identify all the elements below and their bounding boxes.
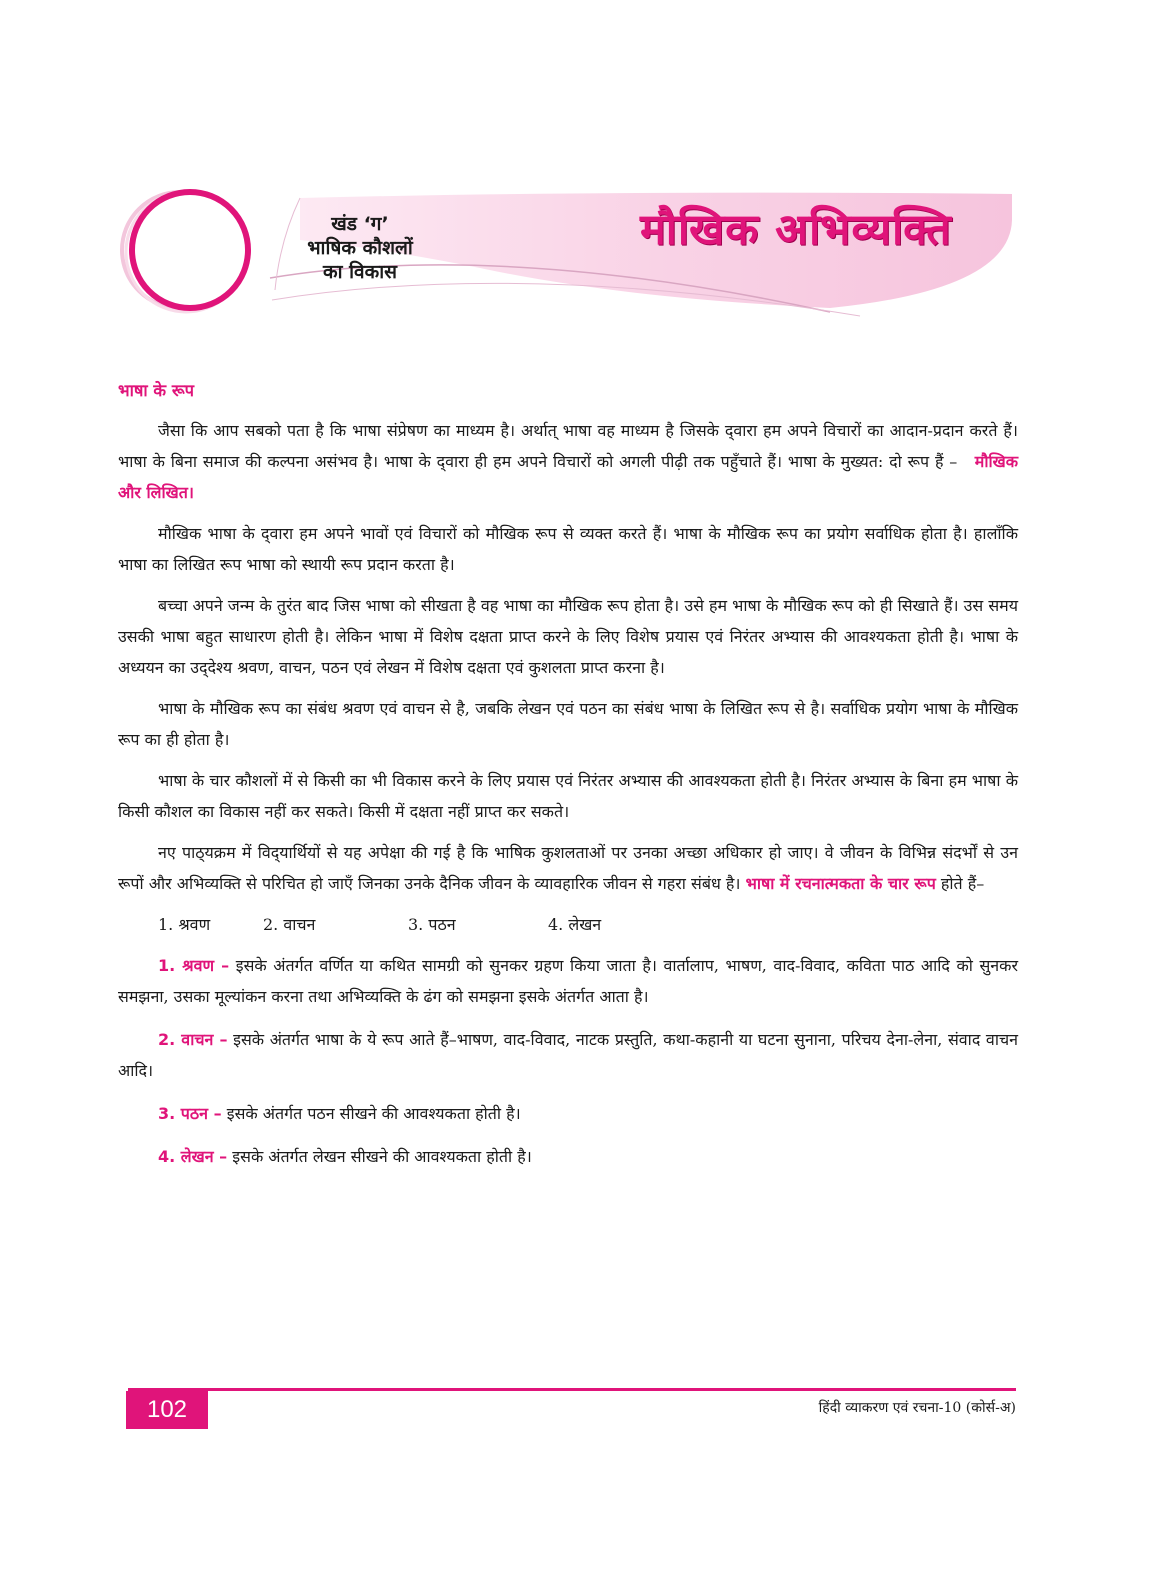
chapter-title: मौखिक अभिव्यक्ति bbox=[640, 205, 952, 255]
paragraph: भाषा के मौखिक रूप का संबंध श्रवण एवं वाचन से है, जबकि लेखन एवं पठन का संबंध भाषा के लिखित रूप से है। सर्वाधिक प्रयोग भाषा के मौखिक रूप का ही होता है। bbox=[118, 699, 1018, 749]
definition-text: इसके अंतर्गत लेखन सीखने की आवश्यकता होती है। bbox=[232, 1147, 532, 1166]
definition-text: इसके अंतर्गत पठन सीखने की आवश्यकता होती है। bbox=[226, 1104, 521, 1123]
subheading: भाषा के रूप bbox=[118, 381, 195, 400]
list-item: 1. श्रवण bbox=[158, 915, 211, 934]
section-line: का विकास bbox=[323, 261, 397, 283]
definition bbox=[118, 1141, 1018, 1172]
definition bbox=[118, 1024, 1018, 1086]
section-line: भाषिक कौशलों bbox=[307, 237, 413, 259]
circle-icon bbox=[132, 192, 248, 308]
section-line: खंड ‘ग’ bbox=[331, 213, 389, 235]
definition bbox=[118, 1098, 1018, 1129]
section-label bbox=[275, 212, 445, 284]
paragraph bbox=[118, 837, 1018, 899]
paragraph: मौखिक भाषा के द्‌वारा हम अपने भावों एवं विचारों को मौखिक रूप से व्यक्त करते हैं। भाषा के मौखिक रूप का प्रयोग सर्वाधिक होता है। हालाँकि भाषा का लिखित रूप भाषा को स्थायी रूप प्रदान करता है। bbox=[118, 524, 1018, 574]
definition-text: इसके अंतर्गत वर्णित या कथित सामग्री को सुनकर ग्रहण किया जाता है। वार्तालाप, भाषण, वाद-विवाद, कविता पाठ आदि को सुनकर समझना, उसका मूल्यांकन करना तथा अभिव्यक्ति के ढंग को समझना इसके अंतर्गत आता है। bbox=[118, 956, 1019, 1006]
footer-rule bbox=[128, 1388, 1016, 1391]
paragraph bbox=[118, 415, 1018, 508]
main-content bbox=[118, 378, 1018, 1184]
page-number: 102 bbox=[126, 1391, 208, 1429]
paragraph-text: होते हैं– bbox=[940, 874, 985, 893]
list-item: 4. लेखन bbox=[548, 915, 602, 934]
book-title: हिंदी व्याकरण एवं रचना-10 (कोर्स-अ) bbox=[818, 1400, 1016, 1416]
forms-list bbox=[158, 909, 1018, 940]
definition-term: 4. लेखन – bbox=[158, 1147, 228, 1166]
paragraph: भाषा के चार कौशलों में से किसी का भी विकास करने के लिए प्रयास एवं निरंतर अभ्यास की आवश्यकता होती है। निरंतर अभ्यास के बिना हम भाषा के किसी कौशल का विकास नहीं कर सकते। किसी में दक्षता नहीं प्राप्त कर सकते। bbox=[118, 771, 1018, 821]
chapter-header-banner bbox=[0, 180, 1152, 340]
highlight-text: मौखिक और लिखित। bbox=[118, 452, 1018, 502]
definition-term: 1. श्रवण – bbox=[158, 956, 230, 975]
list-item: 3. पठन bbox=[408, 915, 456, 934]
definition bbox=[118, 950, 1018, 1012]
list-item: 2. वाचन bbox=[263, 915, 316, 934]
paragraph: बच्चा अपने जन्म के तुरंत बाद जिस भाषा को सीखता है वह भाषा का मौखिक रूप होता है। उसे हम भाषा के मौखिक रूप को ही सिखाते हैं। उस समय उसकी भाषा बहुत साधारण होती है। लेकिन भाषा में विशेष दक्षता प्राप्त करने के लिए विशेष प्रयास एवं निरंतर अभ्यास की आवश्यकता होती है। भाषा के अध्ययन का उद्‌देश्य श्रवण, वाचन, पठन एवं लेखन में विशेष दक्षता एवं कुशलता प्राप्त करना है। bbox=[118, 596, 1018, 677]
paragraph-text: नए पाठ्‌यक्रम में विद्‌यार्थियों से यह अपेक्षा की गई है कि भाषिक कुशलताओं पर उनका अच्छा अधिकार हो जाए। वे जीवन के विभिन्न संदर्भों से उन रूपों और अभिव्यक्ति से परिचित हो जाएँ जिनका उनके दैनिक जीवन के व्यावहारिक जीवन से गहरा संबंध है। bbox=[118, 843, 1018, 893]
paragraph-text: जैसा कि आप सबको पता है कि भाषा संप्रेषण का माध्यम है। अर्थात् भाषा वह माध्यम है जिसके द्‌वारा हम अपने विचारों का आदान-प्रदान करते हैं। भाषा के बिना समाज की कल्पना असंभव है। भाषा के द्‌वारा ही हम अपने विचारों को अगली पीढ़ी तक पहुँचाते हैं। भाषा के मुख्यत: दो रूप हैं – bbox=[118, 421, 1018, 471]
highlight-text: भाषा में रचनात्मकता के चार रूप bbox=[745, 874, 936, 893]
definition-text: इसके अंतर्गत भाषा के ये रूप आते हैं–भाषण, वाद-विवाद, नाटक प्रस्तुति, कथा-कहानी या घटना सुनाना, परिचय देना-लेना, संवाद वाचन आदि। bbox=[118, 1030, 1019, 1080]
definition-term: 2. वाचन – bbox=[158, 1030, 228, 1049]
definition-term: 3. पठन – bbox=[158, 1104, 222, 1123]
